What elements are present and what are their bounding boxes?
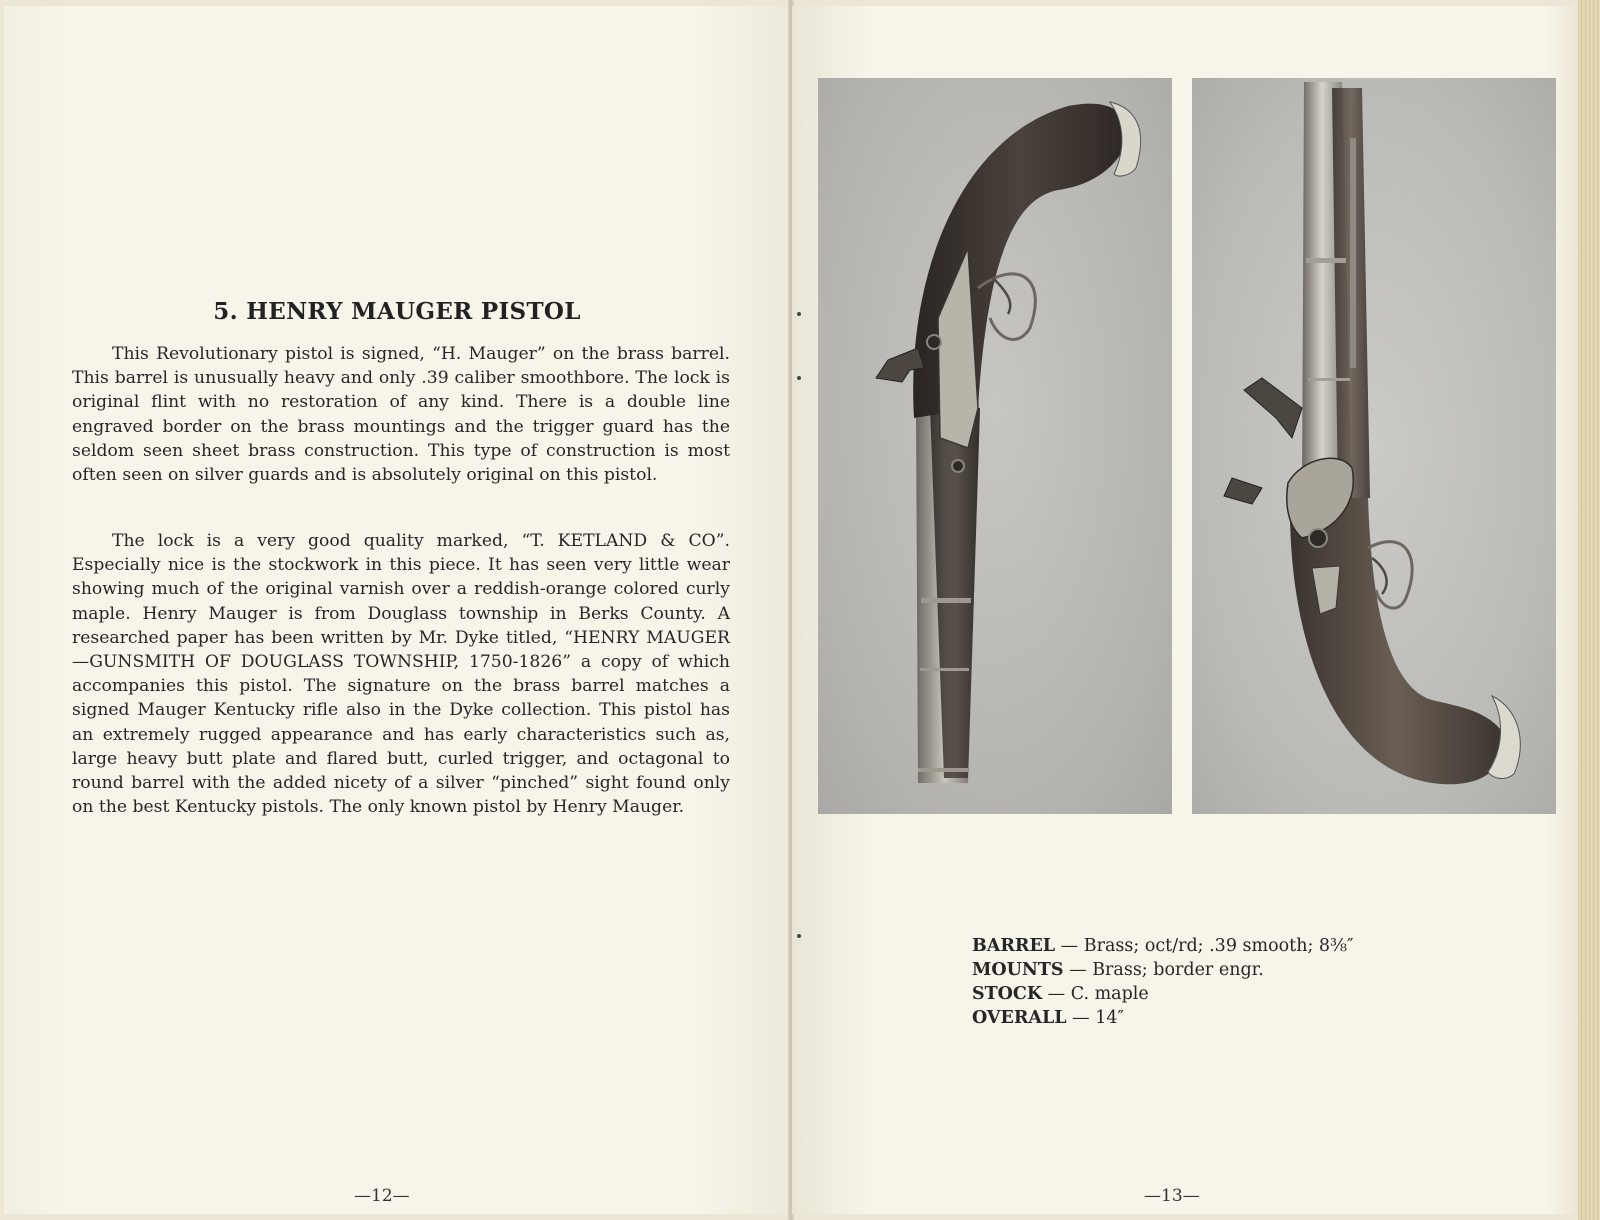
binding-mark <box>797 312 801 316</box>
paragraph-1: This Revolutionary pistol is signed, “H. Mauger” on the brass barrel. This barrel is unusually heavy and only .39 caliber smoothbore. The lock is original flint with no restoration of any kind. There is a double line engraved border on the brass mountings and the trigger guard has the seldom seen sheet brass construction. This type of construction is most often seen on silver guards and is absolutely original on this pistol. <box>72 344 730 486</box>
paragraph-2: The lock is a very good quality marked, “T. KETLAND & CO”. Especially nice is the stockwork in this piece. It has seen very little wear showing much of the original varnish over a reddish-orange colored curly maple. Henry Mauger is from Douglass township in Berks County. A researched paper has been written by Mr. Dyke titled, “HENRY MAUGER—GUNSMITH OF DOUGLASS TOWNSHIP, 1750-1826” a copy of which accompanies this pistol. The signature on the brass barrel matches a signed Mauger Kentucky rifle also in the Dyke collection. This pistol has an extremely rugged appearance and has early characteristics such as, large heavy butt plate and flared butt, curled trigger, and octagonal to round barrel with the added nicety of a silver “pinched” sight found only on the best Kentucky pistols. The only known pistol by Henry Mauger. <box>72 531 730 818</box>
page-number-left: —12— <box>354 1186 410 1206</box>
spec-separator: — <box>1063 960 1093 980</box>
spec-separator: — <box>1055 936 1084 956</box>
spec-stock-key: STOCK <box>972 984 1043 1004</box>
spec-mounts <box>972 958 1354 982</box>
spec-overall-key: OVERALL <box>972 1008 1067 1028</box>
binding-mark <box>797 934 801 938</box>
pistol-photo-right <box>1192 78 1556 814</box>
page-edges <box>1578 0 1600 1220</box>
spec-overall <box>972 1006 1354 1030</box>
spec-barrel-key: BARREL <box>972 936 1056 956</box>
section-title: 5. HENRY MAUGER PISTOL <box>213 298 581 325</box>
pistol-illustration-2 <box>1192 78 1556 814</box>
page-number-right: —13— <box>1144 1186 1200 1206</box>
spec-overall-value: 14″ <box>1095 1008 1125 1028</box>
spec-separator: — <box>1066 1008 1096 1028</box>
spec-barrel-value: Brass; oct/rd; .39 smooth; 8⅜″ <box>1083 936 1354 956</box>
pistol-photo-left <box>818 78 1172 814</box>
spec-mounts-key: MOUNTS <box>972 960 1064 980</box>
pistol-illustration-1 <box>818 78 1172 814</box>
spec-barrel <box>972 934 1354 958</box>
spec-stock-value: C. maple <box>1070 984 1149 1004</box>
spec-stock <box>972 982 1354 1006</box>
left-page <box>4 6 790 1214</box>
specifications <box>972 934 1354 1030</box>
binding-mark <box>797 376 801 380</box>
spec-mounts-value: Brass; border engr. <box>1092 960 1264 980</box>
spec-separator: — <box>1042 984 1071 1004</box>
right-page <box>792 6 1578 1214</box>
